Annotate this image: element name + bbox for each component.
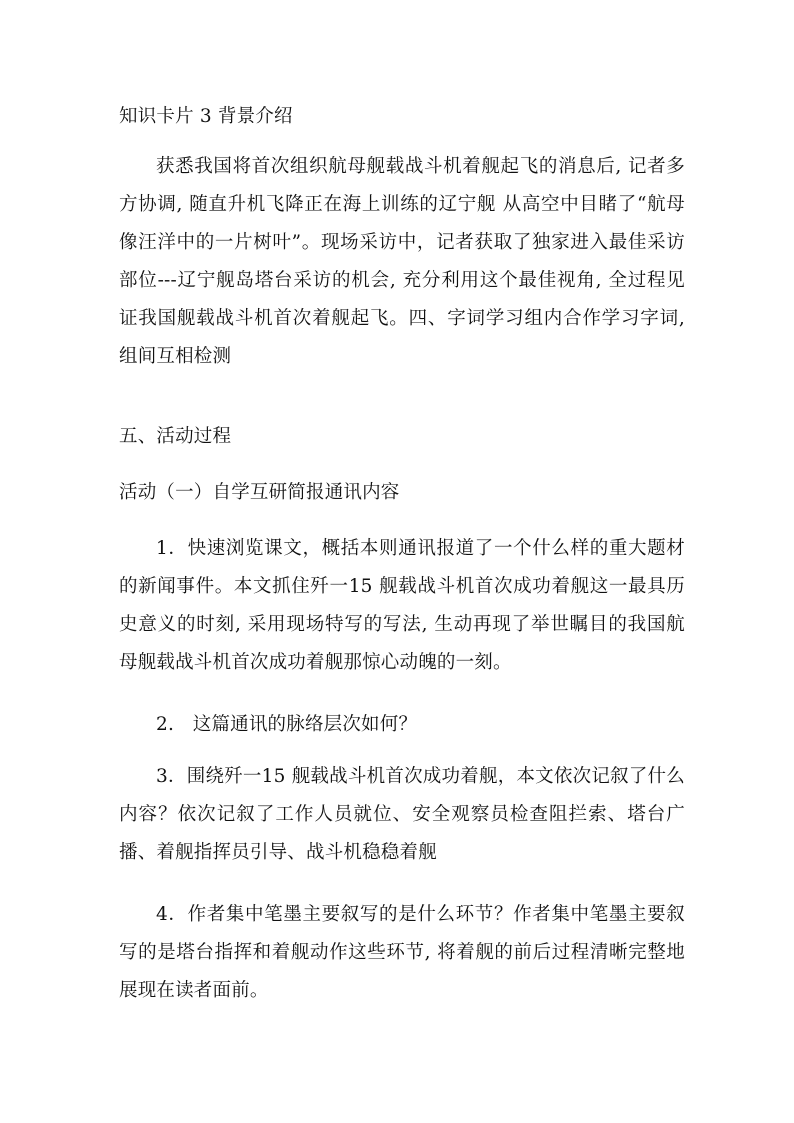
- activity-item-2: 2. 这篇通讯的脉络层次如何？: [156, 714, 418, 735]
- activity-item-3: 3．围绕歼一15 舰载战斗机首次成功着舰，本文依次记叙了什么内容？依次记叙了工作人员就位、安全观察员检查阻拦索、塔台广播、着舰指挥员引导、战斗机稳稳着舰: [119, 766, 685, 863]
- background-paragraph: 获悉我国将首次组织航母舰载战斗机着舰起飞的消息后, 记者多方协调, 随直升机飞降正在海上训练的辽宁舰 从高空中目睹了“航母像汪洋中的一片树叶”。现场采访中，记者获取了独家进入最佳采访部位---辽宁舰岛塔台采访的机会, 充分利用这个最佳视角, 全过程见证我国舰载战斗机首次着舰起飞。四、字词学习组内合作学习字词,组间互相检测: [119, 156, 685, 367]
- knowledge-card-title: 知识卡片 3 背景介绍: [119, 106, 293, 127]
- section-five-title: 五、活动过程: [119, 426, 232, 447]
- activity-one-title: 活动（一）自学互研简报通讯内容: [119, 482, 400, 503]
- activity-item-4: 4．作者集中笔墨主要叙写的是什么环节？作者集中笔墨主要叙写的是塔台指挥和着舰动作这些环节, 将着舰的前后过程清晰完整地展现在读者面前。: [119, 904, 685, 1001]
- activity-item-1: 1．快速浏览课文，概括本则通讯报道了一个什么样的重大题材的新闻事件。本文抓住歼一15 舰载战斗机首次成功着舰这一最具历史意义的时刻, 采用现场特写的写法, 生动再现了举世瞩目的我国航母舰载战斗机首次成功着舰那惊心动魄的一刻。: [119, 538, 685, 673]
